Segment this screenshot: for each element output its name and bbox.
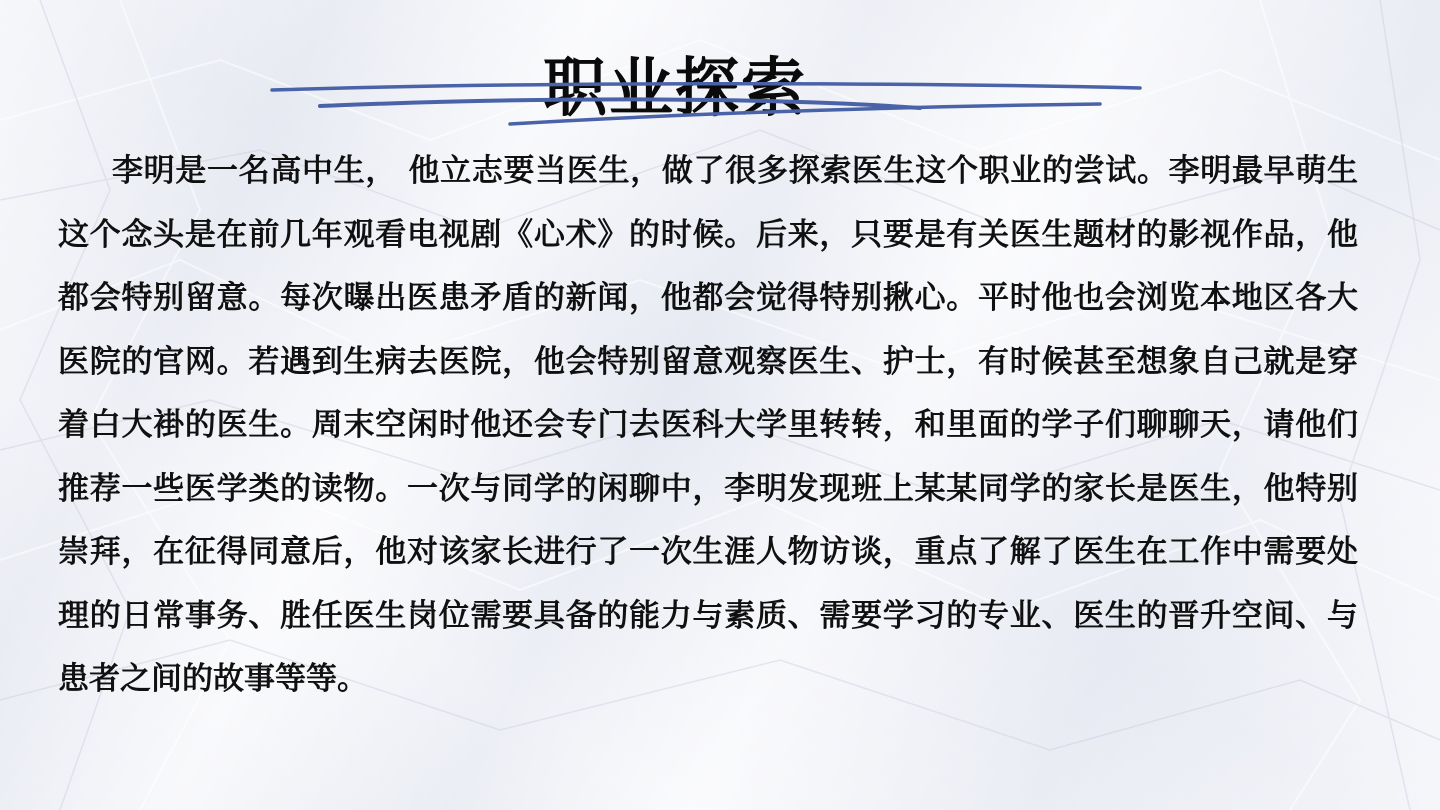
page-title: 职业探索 [543, 51, 807, 126]
career-story-paragraph: 李明是一名高中生， 他立志要当医生，做了很多探索医生这个职业的尝试。李明最早萌生这个念头是在前几年观看电视剧《心术》的时候。后来，只要是有关医生题材的影视作品，他都会特别留意。每次曝出医患矛盾的新闻，他都会觉得特别揪心。平时他也会浏览本地区各大医院的官网。若遇到生病去医院，他会特别留意观察医生、护士，有时候甚至想象自己就是穿着白大褂的医生。周末空闲时他还会专门去医科大学里转转，和里面的学子们聊聊天，请他们推荐一些医学类的读物。一次与同学的闲聊中，李明发现班上某某同学的家长是医生，他特别崇拜，在征得同意后，他对该家长进行了一次生涯人物访谈，重点了解了医生在工作中需要处理的日常事务、胜任医生岗位需要具备的能力与素质、需要学习的专业、医生的晋升空间、与患者之间的故事等等。 [58, 153, 1358, 697]
title-brush-underline [260, 78, 1160, 134]
